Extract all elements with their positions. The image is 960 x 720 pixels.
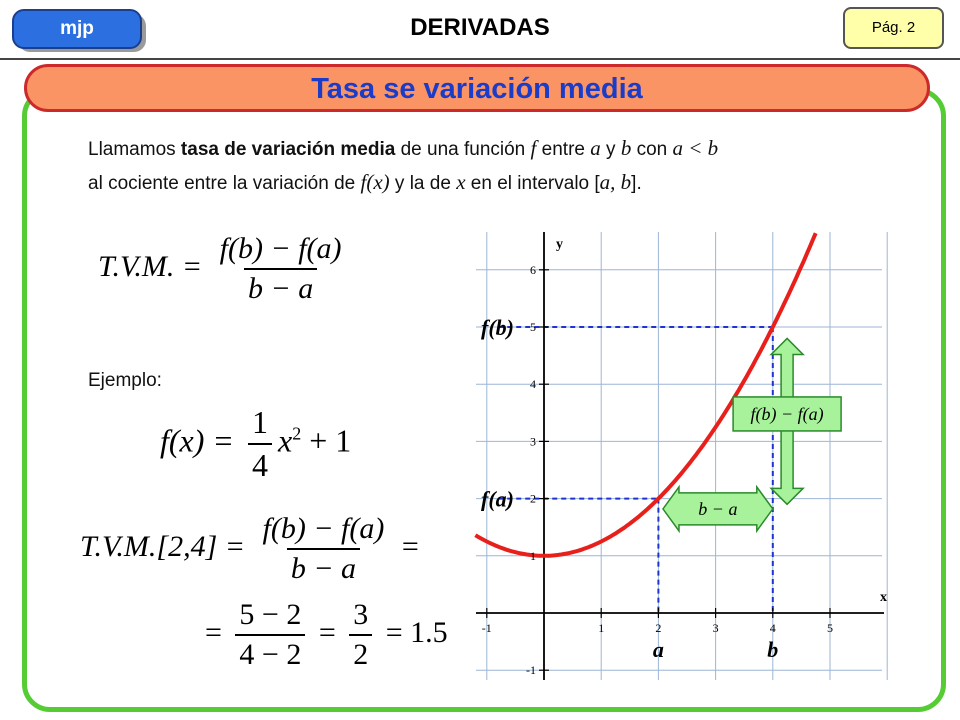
tvm-fraction (216, 232, 346, 306)
result-fraction-1 (235, 598, 305, 672)
fa-label: f(a) (481, 486, 514, 512)
condition: a < b (672, 136, 719, 160)
delta-y-label: f(b) − f(a) (750, 403, 824, 424)
result-numerator-2: 3 (353, 598, 369, 631)
intro-text: con (631, 139, 673, 160)
example-label: Ejemplo: (88, 370, 162, 391)
x-tick-label: 1 (598, 621, 605, 635)
var-fx: f(x) (360, 170, 390, 194)
interval: a, b (599, 170, 632, 194)
result-equals: = (318, 615, 336, 649)
x-axis-name: x (880, 590, 887, 605)
y-tick-label: 4 (530, 377, 536, 392)
fx-lhs: f(x) = (160, 422, 234, 459)
y-tick-label: 2 (530, 491, 536, 506)
x-tick-label: 5 (827, 621, 833, 635)
page-number-badge: Pág. 2 (843, 7, 944, 49)
x-tick-label: -1 (481, 621, 492, 635)
tick-labels (482, 263, 833, 677)
intro-text: entre (536, 139, 591, 160)
intro-text: al cociente entre la variación de (88, 173, 361, 194)
tvm-lhs: T.V.M. = (98, 249, 203, 283)
intro-text: ]. (631, 173, 642, 194)
slide-header-title: DERIVADAS (410, 14, 550, 41)
definition-paragraph (88, 132, 908, 200)
delta-x-label: b − a (698, 498, 738, 519)
fx-exponent: 2 (292, 423, 302, 444)
x-tick-label: 3 (712, 621, 719, 635)
tvm-denominator: b − a (244, 268, 317, 306)
var-a: a (590, 136, 601, 160)
tvm-example-formula (80, 512, 419, 586)
result-fraction-2 (349, 598, 372, 672)
result-denominator-2: 2 (349, 634, 372, 672)
fx-constant: + 1 (309, 422, 352, 459)
tvm24-numerator: f(b) − f(a) (262, 512, 385, 545)
tvm-formula (98, 232, 352, 306)
fb-label: f(b) (481, 315, 514, 340)
var-b: b (620, 136, 632, 160)
key-term: tasa de variación media (180, 139, 396, 160)
intro-text: Llamamos (88, 139, 181, 160)
intro-text: y la de (389, 173, 457, 194)
fx-fraction (248, 404, 272, 484)
graph-axes (476, 232, 884, 680)
y-axis-name: y (556, 237, 563, 252)
y-tick-label: 5 (530, 320, 536, 334)
section-title: Tasa se variación media (24, 64, 930, 112)
y-tick-label: 1 (530, 548, 536, 563)
var-x: x (456, 170, 466, 194)
x-tick-label: 2 (655, 621, 662, 635)
y-tick-label: 6 (530, 262, 536, 277)
result-numerator-1: 5 − 2 (239, 598, 302, 631)
result-formula (205, 598, 448, 672)
fx-numerator: 1 (252, 404, 268, 440)
fx-denominator: 4 (248, 443, 272, 484)
result-equals: = (205, 615, 222, 649)
b-label: b (767, 637, 779, 662)
tvm24-lhs: T.V.M.[2,4] = (80, 529, 245, 563)
y-tick-label: -1 (526, 663, 536, 678)
result-denominator-1: 4 − 2 (235, 634, 305, 672)
y-tick-label: 3 (530, 434, 536, 449)
fx-variable: x (278, 422, 293, 459)
tvm-numerator: f(b) − f(a) (219, 232, 342, 265)
tvm24-fraction (259, 512, 389, 586)
intro-text: de una función (395, 139, 531, 160)
x-tick-label: 4 (769, 621, 776, 635)
intro-text: en el intervalo [ (465, 173, 600, 194)
a-label: a (652, 637, 664, 662)
intro-text: y (600, 139, 621, 160)
tvm24-denominator: b − a (287, 548, 360, 586)
function-graph (470, 228, 900, 688)
tvm24-equals: = (401, 529, 419, 563)
var-f: f (530, 136, 537, 160)
author-badge: mjp (12, 9, 142, 49)
result-value: = 1.5 (385, 615, 448, 649)
function-formula (160, 404, 351, 484)
